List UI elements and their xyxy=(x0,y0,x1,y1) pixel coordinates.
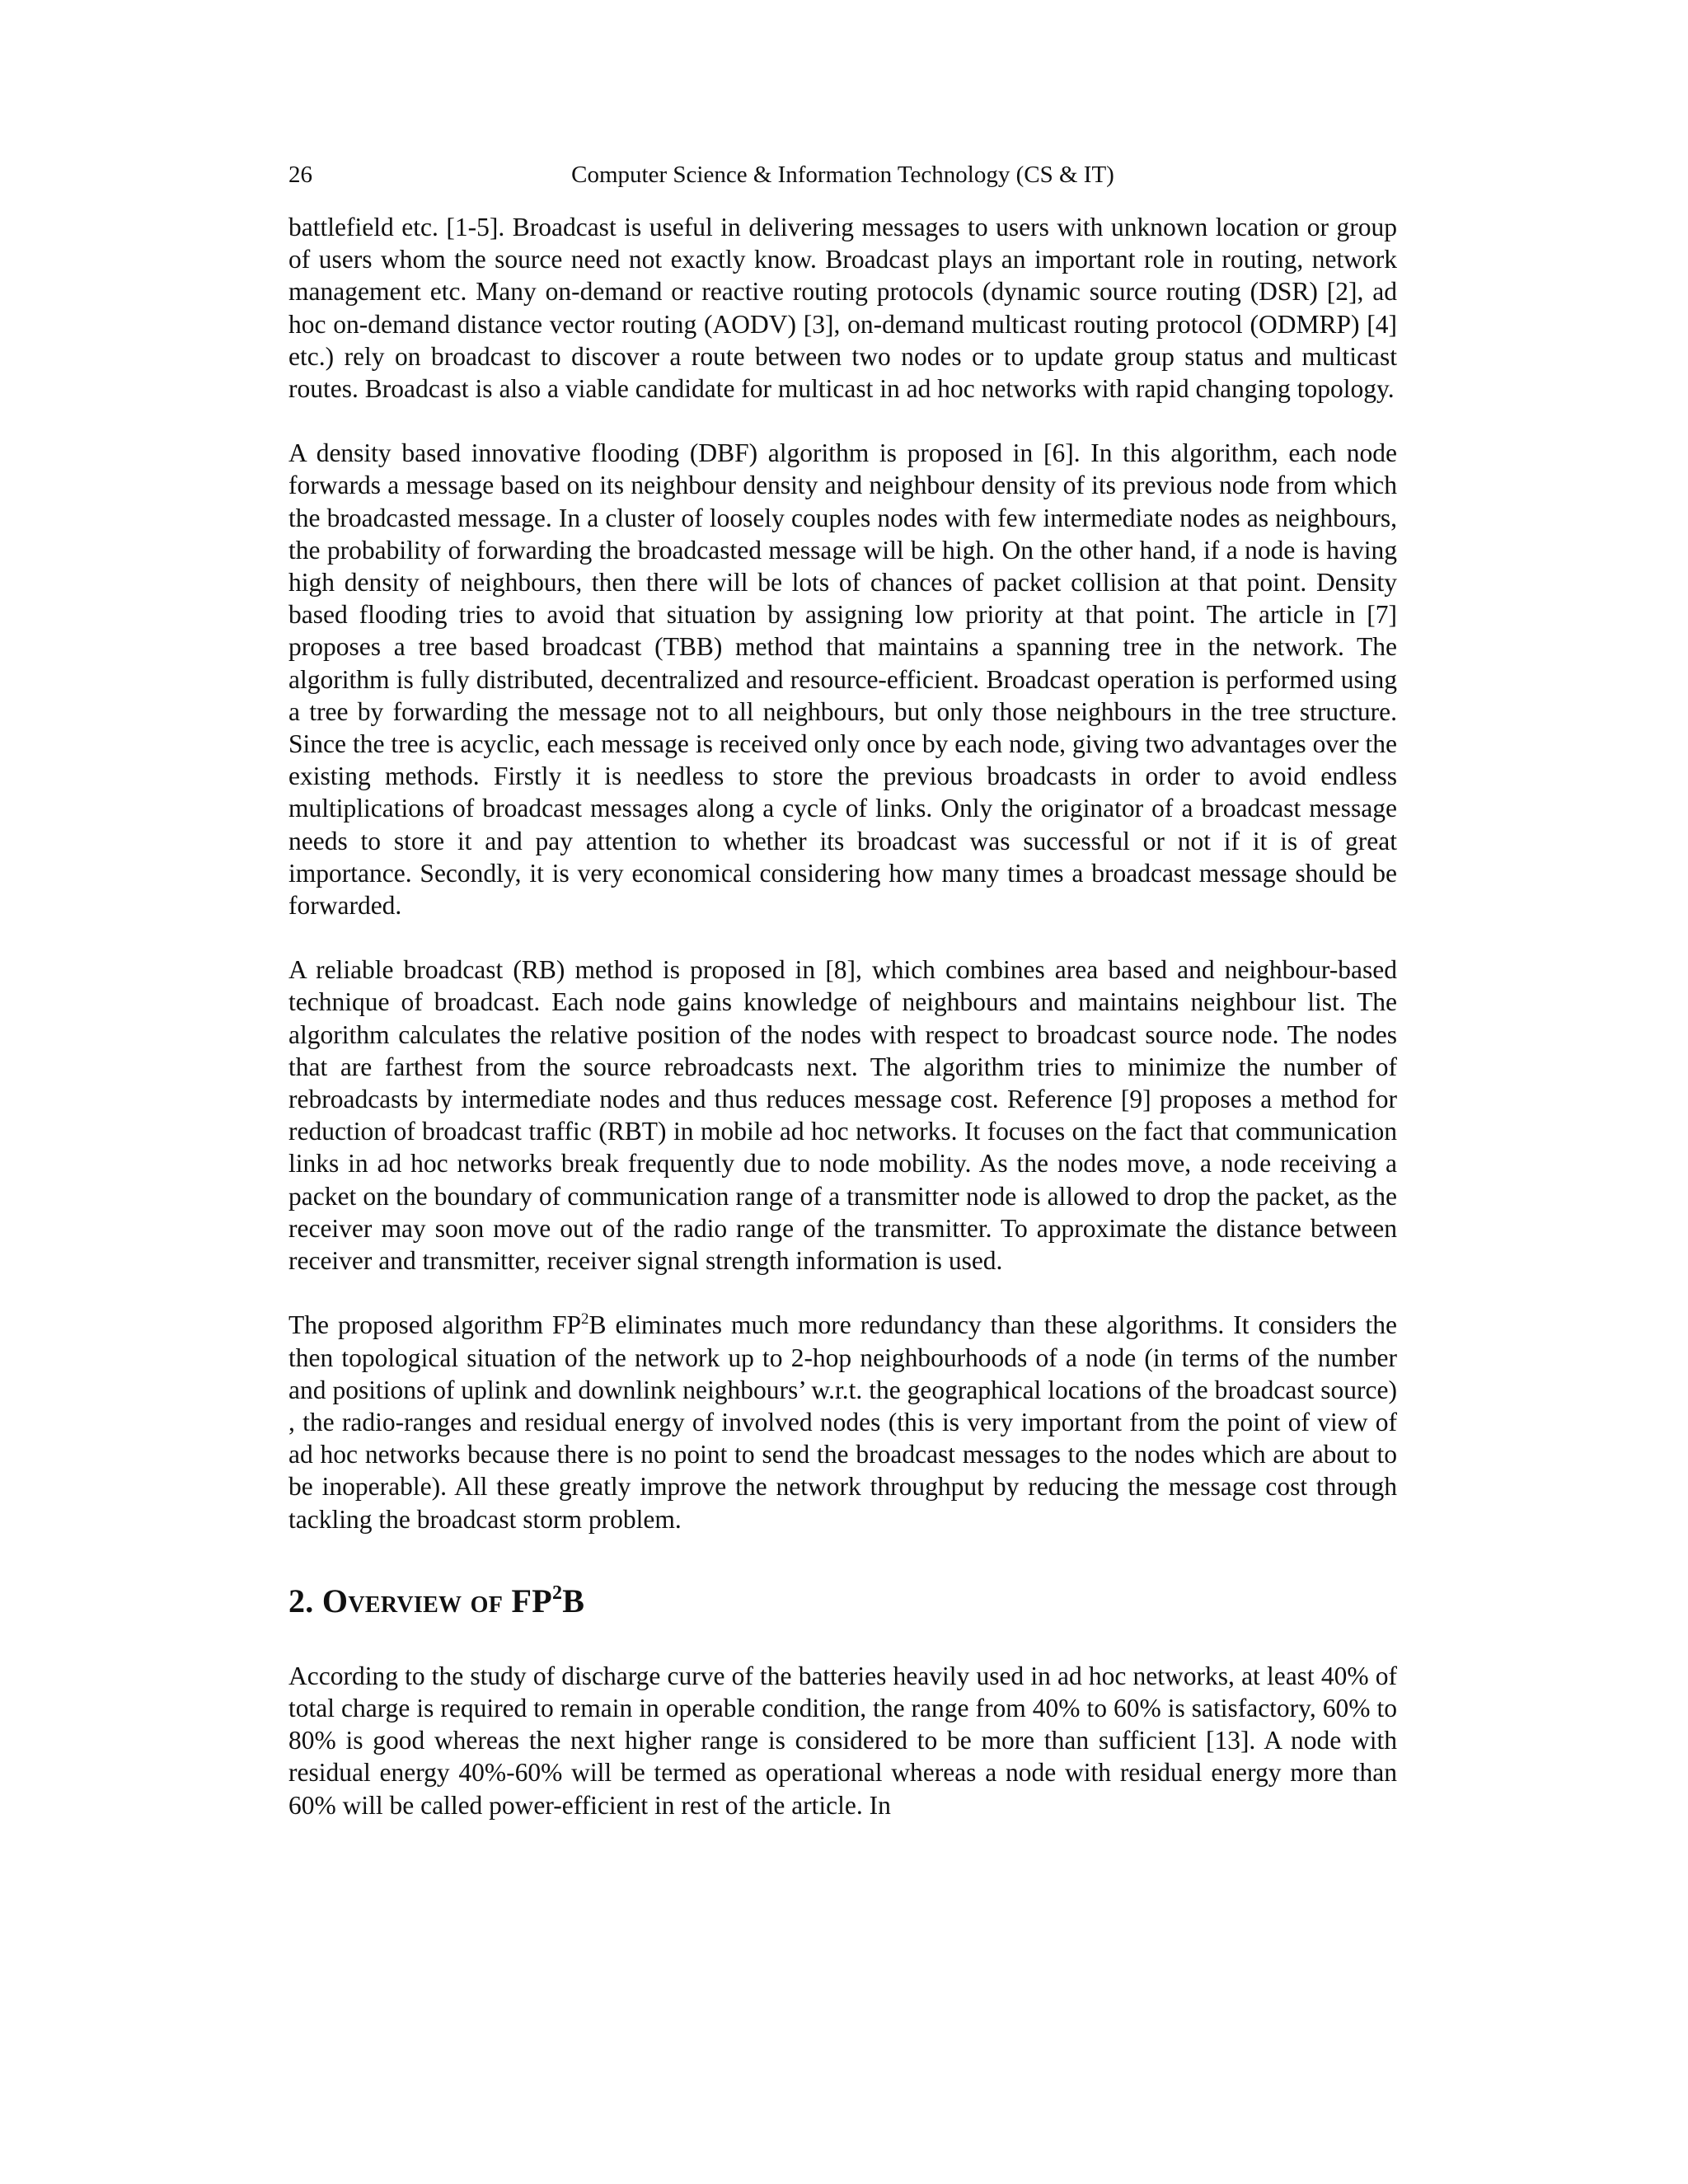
paragraph-dbf-tbb: A density based innovative flooding (DBF) algorithm is proposed in [6]. In this algorithm, each node forwards a message based on its neighbour density and neighbour density of its previous node from which the broadcasted message. In a cluster of loosely couples nodes with few intermediate nodes as neighbours, the probability of forwarding the broadcasted message will be high. On the other hand, if a node is having high density of neighbours, then there will be lots of chances of packet collision at that point. Density based flooding tries to avoid that situation by assigning low priority at that point. The article in [7] proposes a tree based broadcast (TBB) method that maintains a spanning tree in the network. The algorithm is fully distributed, decentralized and resource-efficient. Broadcast operation is performed using a tree by forwarding the message not to all neighbours, but only those neighbours in the tree structure. Since the tree is acyclic, each message is received only once by each node, giving two advantages over the existing methods. Firstly it is needless to store the previous broadcasts in order to avoid endless multiplications of broadcast messages along a cycle of links. Only the originator of a broadcast message needs to store it and pay attention to whether its broadcast was successful or not if it is of great importance. Secondly, it is very economical considering how many times a broadcast message should be forwarded. xyxy=(288,438,1397,921)
superscript-two: 2 xyxy=(581,1310,589,1329)
section-heading-overview xyxy=(288,1573,1397,1621)
paper-page xyxy=(288,157,1397,1821)
section-title-suffix: B xyxy=(562,1582,585,1619)
body-text xyxy=(288,211,1397,1821)
page-number: 26 xyxy=(288,162,312,188)
section-title-smallcaps: Overview of xyxy=(321,1582,504,1619)
section-title-name: FP xyxy=(511,1582,552,1619)
journal-name: Computer Science & Information Technology (CS & IT) xyxy=(571,162,1114,188)
section-title-superscript: 2 xyxy=(551,1582,563,1604)
running-header xyxy=(288,157,1397,193)
paragraph-broadcast-intro: battlefield etc. [1-5]. Broadcast is useful in delivering messages to users with unknown location or group of users whom the source need not exactly know. Broadcast plays an important role in routing, network management etc. Many on-demand or reactive routing protocols (dynamic source routing (DSR) [2], ad hoc on-demand distance vector routing (AODV) [3], on-demand multicast routing protocol (ODMRP) [4] etc.) rely on broadcast to discover a route between two nodes or to update group status and multicast routes. Broadcast is also a viable candidate for multicast in ad hoc networks with rapid changing topology. xyxy=(288,213,1397,404)
paragraph-text-start: The proposed algorithm FP xyxy=(288,1310,582,1340)
section-number: 2. xyxy=(288,1582,314,1619)
paragraph-rb-rbt: A reliable broadcast (RB) method is proposed in [8], which combines area based and neighbour-based technique of broadcast. Each node gains knowledge of neighbours and maintains neighbour list. The algorithm calculates the relative position of the nodes with respect to broadcast source node. The nodes that are farthest from the source rebroadcasts next. The algorithm tries to minimize the number of rebroadcasts by intermediate nodes and thus reduces message cost. Reference [9] proposes a method for reduction of broadcast traffic (RBT) in mobile ad hoc networks. It focuses on the fact that communication links in ad hoc networks break frequently due to node mobility. As the nodes move, a node receiving a packet on the boundary of communication range of a transmitter node is allowed to drop the packet, as the receiver may soon move out of the radio range of the transmitter. To approximate the distance between receiver and transmitter, receiver signal strength information is used. xyxy=(288,955,1397,1276)
paragraph-text-rest: B eliminates much more redundancy than these algorithms. It considers the then topological situation of the network up to 2-hop neighbourhoods of a node (in terms of the number and positions of uplink and downlink neighbours’ w.r.t. the geographical locations of the broadcast source) , the radio-ranges and residual energy of involved nodes (this is very important from the point of view of ad hoc networks because there is no point to send the broadcast messages to the nodes which are about to be inoperable). All these greatly improve the network throughput by reducing the message cost through tackling the broadcast storm problem. xyxy=(288,1310,1398,1534)
paragraph-proposed-algorithm xyxy=(288,1309,1397,1535)
paragraph-discharge-curve: According to the study of discharge curve of the batteries heavily used in ad hoc networks, at least 40% of total charge is required to remain in operable condition, the range from 40% to 60% is satisfactory, 60% to 80% is good whereas the next higher range is considered to be more than sufficient [13]. A node with residual energy 40%-60% will be termed as operational whereas a node with residual energy more than 60% will be called power-efficient in rest of the article. In xyxy=(288,1661,1397,1820)
